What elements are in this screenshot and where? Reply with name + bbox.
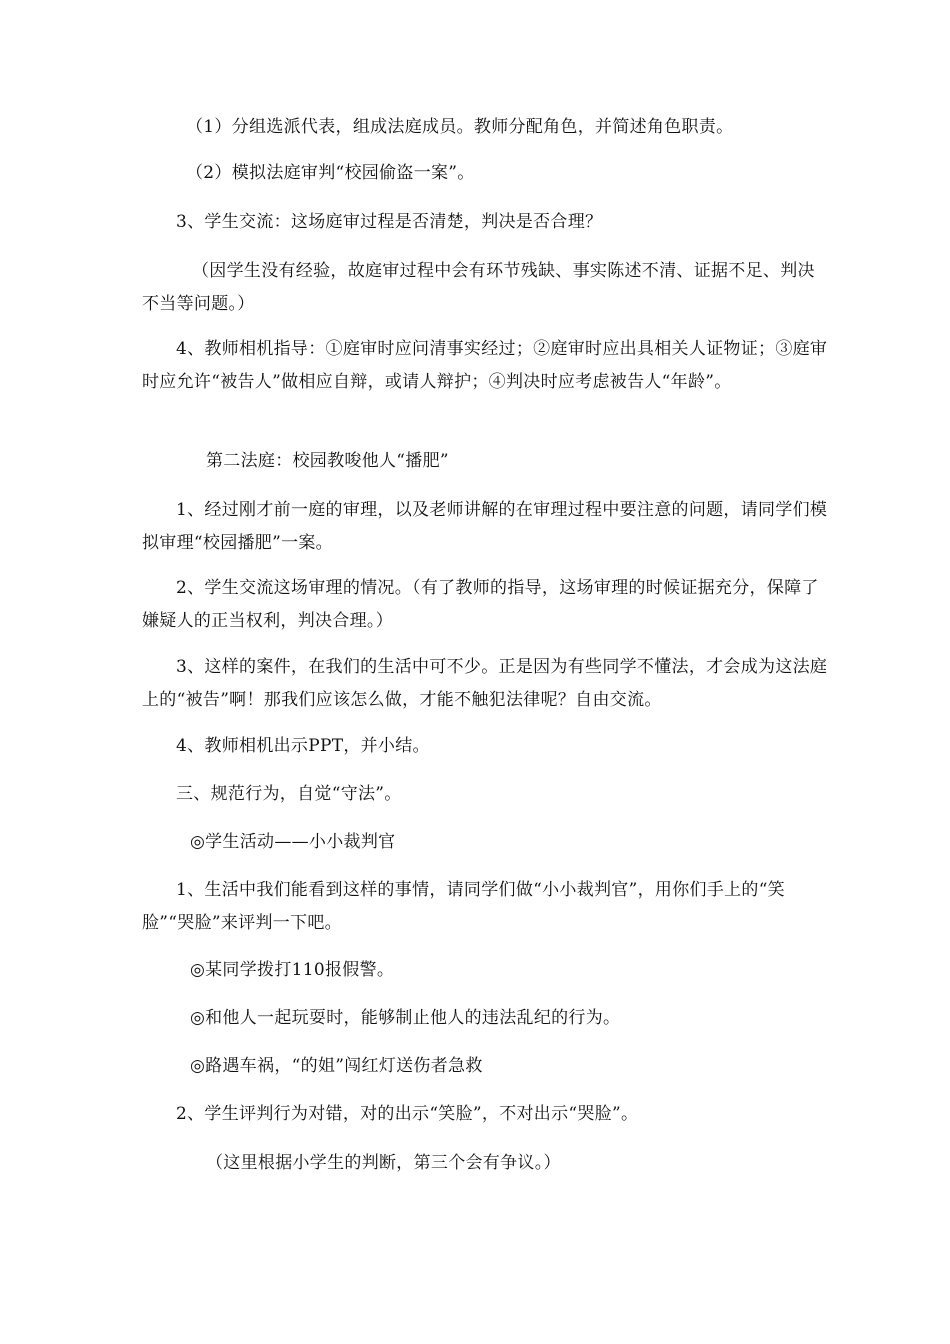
paragraph-1: （1）分组选派代表，组成法庭成员。教师分配角色，并简述角色职责。 <box>186 117 734 137</box>
paragraph-2: （2）模拟法庭审判“校园偷盗一案”。 <box>186 163 475 183</box>
list-item-2: ◎和他人一起玩耍时，能够制止他人的违法乱纪的行为。 <box>190 1008 621 1028</box>
paragraph-8: 2、学生交流这场审理的情况。（有了教师的指导，这场审理的时候证据充分，保障了嫌疑人的正当权利，判决合理。） <box>142 578 819 631</box>
paragraph-9: 3、这样的案件，在我们的生活中可不少。正是因为有些同学不懂法，才会成为这法庭上的“被告”啊！那我们应该怎么做，才能不触犯法律呢？自由交流。 <box>142 657 828 710</box>
paragraph-18: （这里根据小学生的判断，第三个会有争议。） <box>206 1153 561 1173</box>
paragraph-5: 4、教师相机指导：①庭审时应问清事实经过；②庭审时应出具相关人证物证；③庭审时应允许“被告人”做相应自辩，或请人辩护；④判决时应考虑被告人“年龄”。 <box>142 339 828 392</box>
paragraph-17: 2、学生评判行为对错，对的出示“笑脸”，不对出示“哭脸”。 <box>176 1104 639 1124</box>
activity-heading: ◎学生活动——小小裁判官 <box>190 832 396 852</box>
section-heading-three: 三、规范行为，自觉“守法”。 <box>176 784 402 804</box>
section-heading-second-court: 第二法庭：校园教唆他人“播肥” <box>206 451 449 471</box>
paragraph-3: 3、学生交流：这场庭审过程是否清楚，判决是否合理？ <box>176 212 603 232</box>
paragraph-7: 1、经过刚才前一庭的审理，以及老师讲解的在审理过程中要注意的问题，请同学们模拟审理“校园播肥”一案。 <box>142 500 828 553</box>
list-item-1: ◎某同学拨打110报假警。 <box>190 960 395 980</box>
list-item-3: ◎路遇车祸，“的姐”闯红灯送伤者急救 <box>190 1056 483 1076</box>
paragraph-10: 4、教师相机出示PPT，并小结。 <box>176 736 430 756</box>
paragraph-4: （因学生没有经验，故庭审过程中会有环节残缺、事实陈述不清、证据不足、判决不当等问题。） <box>142 261 815 314</box>
paragraph-13: 1、生活中我们能看到这样的事情，请同学们做“小小裁判官”，用你们手上的“笑脸”“哭脸”来评判一下吧。 <box>142 880 785 933</box>
